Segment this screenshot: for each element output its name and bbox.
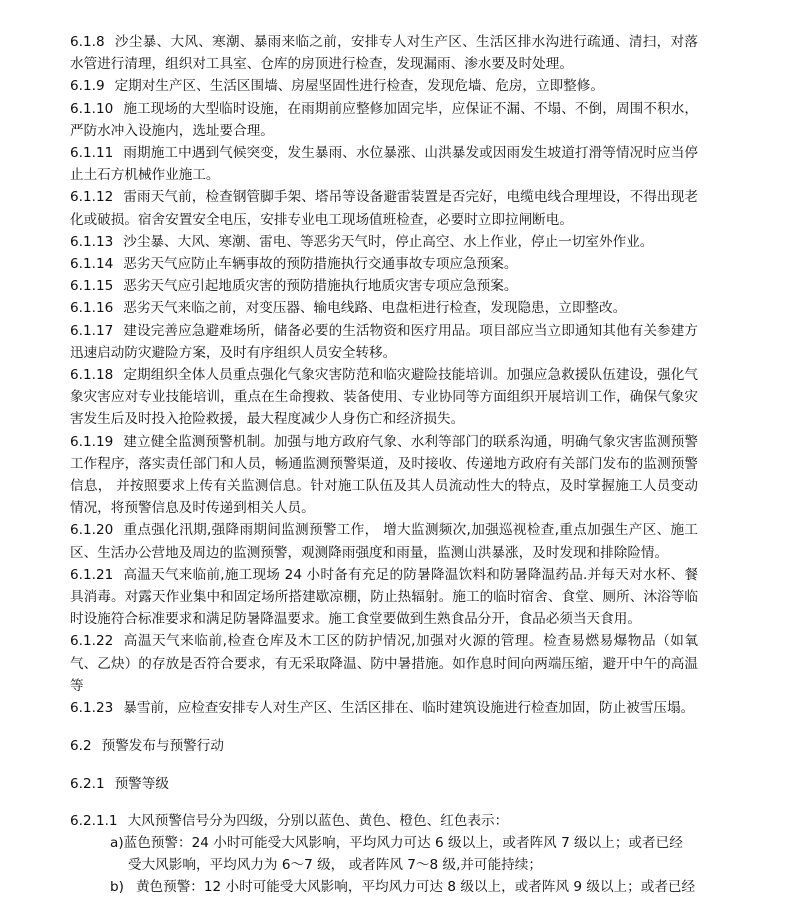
clause-text: 重点强化汛期,强降雨期间监测预警工作， 增大监测频次,加强巡视检查,重点加强生产区、施工区、生活办公营地及周边的监测预警，观测降雨强度和雨量，监测山洪暴涨，及时发现和排除险情。 xyxy=(70,522,698,561)
clause-number: 6.1.14 xyxy=(70,256,114,273)
paragraph-6-2-1-1 xyxy=(70,810,698,832)
clause-paragraph xyxy=(70,297,698,319)
clause-number: 6.1.8 xyxy=(70,34,105,50)
list-item-yellow-warning xyxy=(70,876,698,898)
clause-text: 建立健全监测预警机制。加强与地方政府气象、水利等部门的联系沟通，明确气象灾害监测预警工作程序，落实责任部门和人员，畅通监测预警渠道，及时接收、传递地方政府有关部门发布的监测预警信息， 并按照要求上传有关监测信息。针对施工队伍及其人员流动性大的特点，及时掌握施工人员变动情况，将预警信息及时传递到相关人员。 xyxy=(70,433,698,517)
section-heading-6-2-1 xyxy=(70,773,698,795)
clause-number: 6.1.16 xyxy=(70,300,114,317)
paragraph-text: 大风预警信号分为四级，分别以蓝色、黄色、橙色、红色表示： xyxy=(127,813,509,830)
clause-number: 6.1.17 xyxy=(70,322,114,339)
clause-number: 6.1.9 xyxy=(70,78,105,95)
list-item-label: a) xyxy=(110,835,124,852)
clause-paragraph xyxy=(70,431,698,520)
list-item-line: 黄色预警：12 小时可能受大风影响，平均风力可达 8 级以上，或者阵风 9 级以上；或者已经 xyxy=(135,879,696,896)
clause-paragraph xyxy=(70,98,698,142)
clause-paragraph xyxy=(70,364,698,431)
clause-paragraph xyxy=(70,231,698,253)
clause-text: 沙尘暴、大风、寒潮、雷电、等恶劣天气时，停止高空、水上作业，停止一切室外作业。 xyxy=(123,233,654,250)
clause-number: 6.1.22 xyxy=(70,633,114,650)
clause-paragraph xyxy=(70,564,698,631)
clause-paragraph xyxy=(70,75,698,97)
clause-text: 雨期施工中遇到气候突变，发生暴雨、水位暴涨、山洪暴发或因雨发生坡道打滑等情况时应当停止土石方机械作业施工。 xyxy=(70,145,698,184)
clause-text: 雷雨天气前，检查钢管脚手架、塔吊等设备避雷装置是否完好，电缆电线合理埋设，不得出现老化或破损。宿舍安置安全电压，安排专业电工现场值班检查，必要时立即拉闸断电。 xyxy=(70,189,698,228)
clause-paragraph xyxy=(70,519,698,563)
clause-text: 恶劣天气应防止车辆事故的预防措施执行交通事故专项应急预案。 xyxy=(123,256,518,273)
section-number: 6.2 xyxy=(70,738,92,755)
clause-number: 6.1.13 xyxy=(70,233,114,250)
clause-text: 暴雪前，应检查安排专人对生产区、生活区排在、临时建筑设施进行检查加固，防止被雪压塌。 xyxy=(123,700,695,717)
list-item-label: b) xyxy=(110,879,124,896)
clause-paragraph xyxy=(70,253,698,275)
clause-text: 恶劣天气来临之前，对变压器、输电线路、电盘柜进行检查，发现隐患，立即整改。 xyxy=(123,300,627,317)
clause-number: 6.1.20 xyxy=(70,522,114,539)
clause-number: 6.1.19 xyxy=(70,433,114,450)
clause-text: 定期组织全体人员重点强化气象灾害防范和临灾避险技能培训。加强应急救援队伍建设，强化气象灾害应对专业技能培训，重点在生命搜救、装备使用、专业协同等方面组织开展培训工作，确保气象灾害发生后及时投入抢险救援，最大程度减少人身伤亡和经济损失。 xyxy=(70,367,698,428)
list-item-line-continued: 受大风影响，平均风力为 6～7 级， 或者阵风 7～8 级,并可能持续； xyxy=(128,857,542,874)
clause-paragraph xyxy=(70,142,698,186)
clause-paragraph xyxy=(70,275,698,297)
clause-text: 定期对生产区、生活区围墙、房屋坚固性进行检查，发现危墙、危房，立即整修。 xyxy=(114,78,604,95)
clause-text: 恶劣天气应引起地质灾害的预防措施执行地质灾害专项应急预案。 xyxy=(123,278,518,295)
section-heading-6-2 xyxy=(70,735,698,757)
clause-number: 6.1.12 xyxy=(70,189,114,206)
clause-number: 6.1.11 xyxy=(70,145,114,162)
paragraph-number: 6.2.1.1 xyxy=(70,813,118,830)
clause-number: 6.1.15 xyxy=(70,278,114,295)
clause-paragraph xyxy=(70,697,698,719)
clause-text: 高温天气来临前,检查仓库及木工区的防护情况,加强对火源的管理。检查易燃易爆物品（如氧气、乙炔）的存放是否符合要求，有无采取降温、防中暑措施。如作息时间向两端压缩，避开中午的高温等 xyxy=(70,633,698,694)
clause-text: 建设完善应急避难场所，储备必要的生活物资和医疗用品。项目部应当立即通知其他有关参建方迅速启动防灾避险方案，及时有序组织人员安全转移。 xyxy=(70,322,698,361)
section-number: 6.2.1 xyxy=(70,776,105,793)
clause-number: 6.1.23 xyxy=(70,700,114,717)
clause-text: 施工现场的大型临时设施，在雨期前应整修加固完毕，应保证不漏、不塌、不倒，周围不积水，严防水冲入设施内，选址要合理。 xyxy=(70,100,698,139)
clause-paragraph xyxy=(70,630,698,697)
clause-paragraph xyxy=(70,320,698,364)
list-item-line: 蓝色预警：24 小时可能受大风影响，平均风力可达 6 级以上，或者阵风 7 级以上；或者已经 xyxy=(123,835,683,852)
clause-text: 高温天气来临前,施工现场 24 小时备有充足的防暑降温饮料和防暑降温药品.并每天对水杯、餐具消毒。对露天作业集中和固定场所搭建歇凉棚，防止热辐射。施工的临时宿舍、食堂、厕所、沐浴等临时设施符合标准要求和满足防暑降温要求。施工食堂要做到生熟食品分开，食品必须当天食用。 xyxy=(70,566,698,628)
clause-number: 6.1.18 xyxy=(70,367,114,384)
section-title: 预警等级 xyxy=(114,776,169,793)
clause-list xyxy=(70,31,698,719)
clause-paragraph xyxy=(70,31,698,75)
clause-number: 6.1.21 xyxy=(70,566,114,583)
clause-text: 沙尘暴、大风、寒潮、暴雨来临之前，安排专人对生产区、生活区排水沟进行疏通、清扫，对落水管进行清理，组织对工具室、仓库的房顶进行检查，发现漏雨、渗水要及时处理。 xyxy=(70,34,698,73)
section-title: 预警发布与预警行动 xyxy=(101,738,224,755)
clause-number: 6.1.10 xyxy=(70,100,114,117)
list-item-blue-warning xyxy=(70,832,698,876)
clause-paragraph xyxy=(70,186,698,230)
